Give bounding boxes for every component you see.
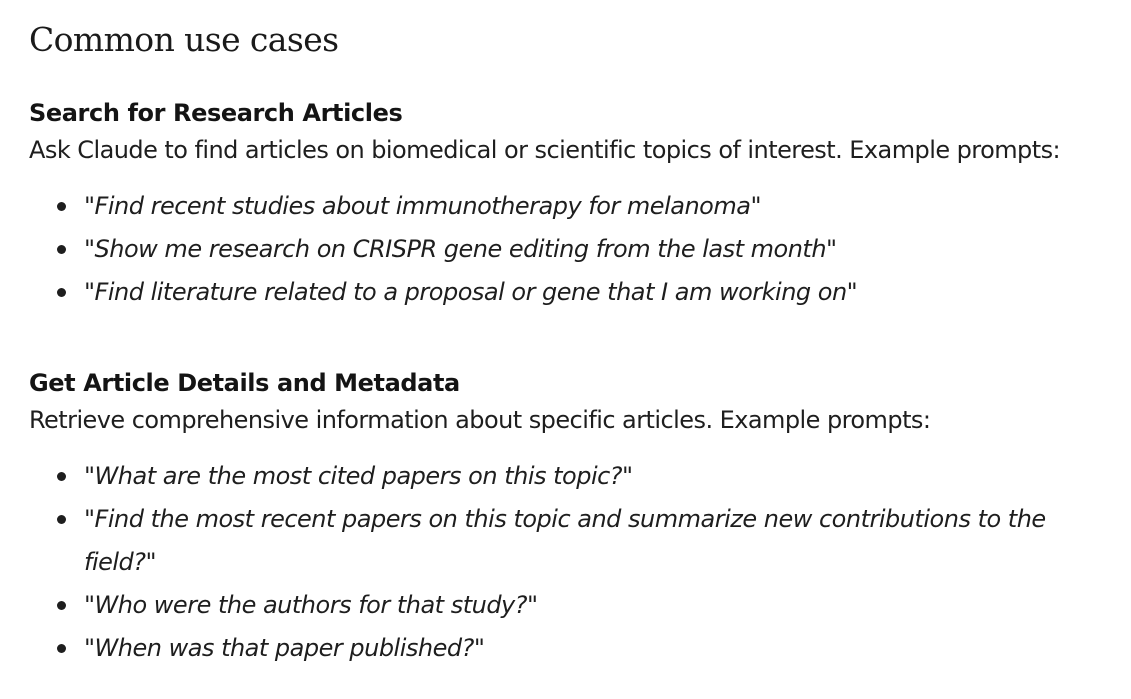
example-prompt: What are the most cited papers on this topic? [94, 462, 623, 490]
section-description: Ask Claude to find articles on biomedical or scientific topics of interest. Example prompts: [29, 136, 1061, 164]
list-item: "Find the most recent papers on this topic and summarize new contributions to the field?" [29, 498, 1084, 584]
example-prompts-list [29, 185, 1084, 314]
document-content [29, 0, 1129, 662]
example-prompt: Who were the authors for that study? [94, 591, 527, 619]
list-item: "Who were the authors for that study?" [29, 584, 1084, 627]
example-prompt: Find literature related to a proposal or gene that I am working on [94, 278, 847, 306]
section-description: Retrieve comprehensive information about specific articles. Example prompts: [29, 406, 931, 434]
list-item: "When was that paper published?" [29, 627, 1084, 670]
example-prompt: Find the most recent papers on this topic and summarize new contributions to the field? [84, 505, 1046, 576]
list-item: "Find literature related to a proposal or gene that I am working on" [29, 271, 1084, 314]
page-title: Common use cases [29, 20, 339, 59]
list-item: "What are the most cited papers on this topic?" [29, 455, 1084, 498]
section-article-details [29, 367, 1084, 670]
bullet-icon [57, 601, 66, 610]
section-heading: Get Article Details and Metadata [29, 369, 460, 397]
example-prompt: Show me research on CRISPR gene editing from the last month [94, 235, 827, 263]
list-item: "Show me research on CRISPR gene editing from the last month" [29, 228, 1084, 271]
section-search-articles [29, 97, 1084, 314]
bullet-icon [57, 472, 66, 481]
bullet-icon [57, 202, 66, 211]
example-prompts-list [29, 455, 1084, 670]
bullet-icon [57, 515, 66, 524]
example-prompt: When was that paper published? [94, 634, 474, 662]
example-prompt: Find recent studies about immunotherapy for melanoma [94, 192, 751, 220]
list-item: "Find recent studies about immunotherapy for melanoma" [29, 185, 1084, 228]
section-heading: Search for Research Articles [29, 99, 403, 127]
bullet-icon [57, 245, 66, 254]
bullet-icon [57, 288, 66, 297]
bullet-icon [57, 644, 66, 653]
